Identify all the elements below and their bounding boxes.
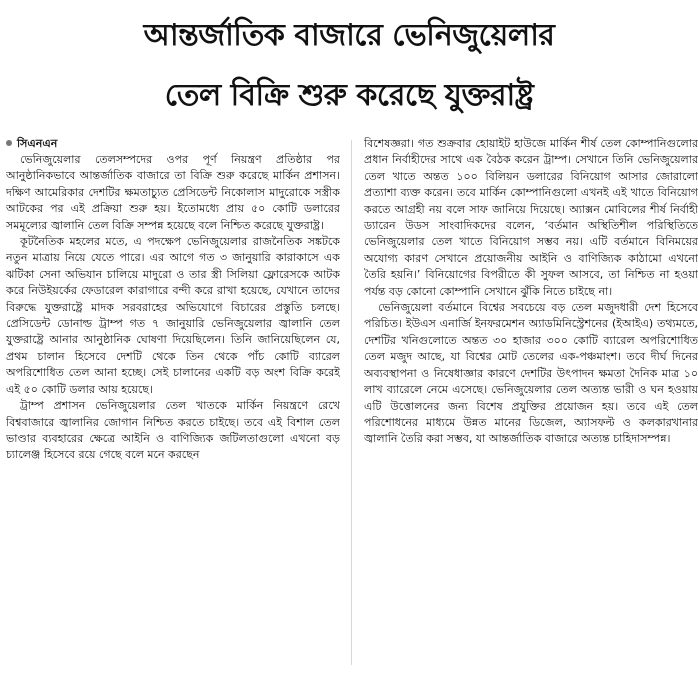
byline — [6, 136, 57, 152]
paragraph: কূটনৈতিক মহলের মতে, এ পদক্ষেপ ভেনিজুয়েলার রাজনৈতিক সঙ্কটকে নতুন মাত্রায় নিয়ে যেতে পারে। এর আগে গত ৩ জানুয়ারি কারাকাসে এক ঝটিকা সেনা অভিযান চালিয়ে মাদুরো ও তার স্ত্রী সিলিয়া ফ্লোরেসকে আটক করে নিউইয়র্কের ফেডারেল কারাগারে বন্দী করে রাখা হয়েছে, যেখানে তাদের বিরুদ্ধে যুক্তরাষ্ট্রে মাদক সরবরাহের অভিযোগে বিচারের প্রস্তুতি চলছে। প্রেসিডেন্ট ডোনাল্ড ট্রাম্প গত ৭ জানুয়ারি ভেনিজুয়েলার জ্বালানি তেল যুক্তরাষ্ট্রে আনার আনুষ্ঠানিক ঘোষণা দিয়েছিলেন। তিনি জানিয়েছিলেন যে, প্রথম চালান হিসেবে দেশটি থেকে তিন থেকে পাঁচ কোটি ব্যারেল অপরিশোধিত তেল আনা হচ্ছে। সেই চালানের একটি বড় অংশ বিক্রি করেই এই ৫০ কোটি ডলার আয় হয়েছে। — [6, 235, 340, 396]
paragraph: ভেনিজুয়েলা বর্তমানে বিশ্বের সবচেয়ে বড় তেল মজুদধারী দেশ হিসেবে পরিচিত। ইউএস এনার্জি ইনফরমেশন অ্যাডমিনিস্ট্রেশনের (ইআইএ) তথ্যমতে, দেশটির খনিগুলোতে অন্তত ৩০ হাজার ৩০০ কোটি ব্যারেল অপরিশোধিত তেল মজুদ আছে, যা বিশ্বের মোট তেলের এক-পঞ্চমাংশ। তবে দীর্ঘ দিনের অব্যবস্থাপনা ও নিষেধাজ্ঞার কারণে দেশটির উৎপাদন ক্ষমতা দৈনিক মাত্র ১০ লাখ ব্যারেলে নেমে এসেছে। ভেনিজুয়েলার তেল অত্যন্ত ভারী ও ঘন হওয়ায় এটি উত্তোলনের জন্য বিশেষ প্রযুক্তির প্রয়োজন হয়। তবে এই তেল পরিশোধনের মাধ্যমে উন্নত মানের ডিজেল, অ্যাসফল্ট ও কলকারখানার জ্বালানি তৈরি করা সম্ভব, যা আন্তর্জাতিক বাজারে অত্যন্ত চাহিদাসম্পন্ন। — [364, 301, 698, 446]
headline-line-1: আন্তর্জাতিক বাজারে ভেনিজুয়েলার — [143, 18, 555, 53]
column-divider — [351, 140, 352, 665]
byline-source: সিএনএন — [17, 137, 58, 150]
paragraph: ভেনিজুয়েলার তেলসম্পদের ওপর পূর্ণ নিয়ন্ত্রণ প্রতিষ্ঠার পর আনুষ্ঠানিকভাবে আন্তর্জাতিক বাজারে তা বিক্রি শুরু করেছে মার্কিন প্রশাসন। দক্ষিণ আমেরিকার দেশটির ক্ষমতাচ্যুত প্রেসিডেন্ট নিকোলাস মাদুরোকে সস্ত্রীক আটকের পর এই প্রক্রিয়া শুরু হয়। ইতোমধ্যে প্রায় ৫০ কোটি ডলারের সমমূল্যের জ্বালানি তেল বিক্রি সম্পন্ন হয়েছে বলে নিশ্চিত করেছে যুক্তরাষ্ট্র। — [6, 153, 340, 232]
right-column — [364, 136, 698, 668]
bullet-icon — [6, 140, 12, 146]
left-column — [6, 152, 340, 668]
headline-line-2: তেল বিক্রি শুরু করেছে যুক্তরাষ্ট্র — [164, 78, 534, 113]
paragraph: বিশেষজ্ঞরা। গত শুক্রবার হোয়াইট হাউজে মার্কিন শীর্ষ তেল কোম্পানিগুলোর প্রধান নির্বাহীদের সাথে এক বৈঠক করেন ট্রাম্প। সেখানে তিনি ভেনিজুয়েলার তেল খাতে অন্তত ১০০ বিলিয়ন ডলারের বিনিয়োগ আসার জোরালো প্রত্যাশা ব্যক্ত করেন। তবে মার্কিন কোম্পানিগুলো এখনই এই খাতে বিনিয়োগ করতে আগ্রহী নয় বলে সাফ জানিয়ে দিয়েছে। অ্যাক্সন মোবিলের শীর্ষ নির্বাহী ড্যারেন উডস সাংবাদিকদের বলেন, ‘বর্তমান অস্থিতিশীল পরিস্থিতিতে ভেনিজুয়েলার তেল খাতে বিনিয়োগ সম্ভব নয়। এটি বর্তমানে বিনিময়ের অযোগ্য কারণ সেখানে প্রয়োজনীয় আইনি ও বাণিজ্যিক কাঠামো এখনো তৈরি হয়নি।’ বিনিয়োগের বিপরীতে কী সুফল আসবে, তা নিশ্চিত না হওয়া পর্যন্ত বড় কোনো কোম্পানি সেখানে ঝুঁকি নিতে চাইছে না। — [364, 137, 698, 298]
paragraph: ট্রাম্প প্রশাসন ভেনিজুয়েলার তেল খাতকে মার্কিন নিয়ন্ত্রণে রেখে বিশ্ববাজারে জ্বালানির জোগান নিশ্চিত করতে চাইছে। তবে এই বিশাল তেল ভাণ্ডার ব্যবহারের ক্ষেত্রে আইনি ও বাণিজ্যিক জটিলতাগুলো এখনো বড় চ্যালেঞ্জ হিসেবে রয়ে গেছে বলে মনে করছেন — [6, 399, 340, 462]
